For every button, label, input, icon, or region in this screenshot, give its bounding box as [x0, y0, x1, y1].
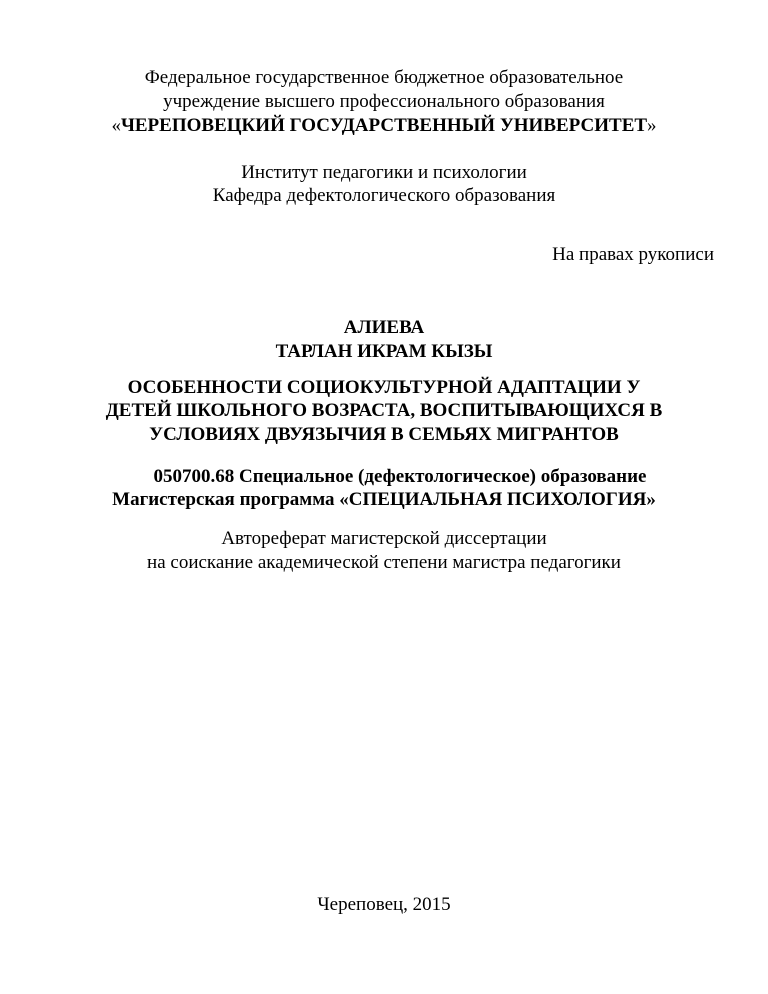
univ-quote-close: »: [647, 115, 657, 136]
thesis-title-line-2: ДЕТЕЙ ШКОЛЬНОГО ВОЗРАСТА, ВОСПИТЫВАЮЩИХСЯ В: [105, 400, 663, 421]
degree-line-1: Автореферат магистерской диссертации: [221, 528, 547, 549]
department-name: Кафедра дефектологического образования: [212, 185, 556, 206]
master-program: Магистерская программа «СПЕЦИАЛЬНАЯ ПСИХОЛОГИЯ»: [112, 489, 656, 510]
header-line-2: учреждение высшего профессионального образования: [163, 91, 605, 112]
thesis-title-line-3: УСЛОВИЯХ ДВУЯЗЫЧИЯ В СЕМЬЯХ МИГРАНТОВ: [149, 424, 619, 445]
university-name: ЧЕРЕПОВЕЦКИЙ ГОСУДАРСТВЕННЫЙ УНИВЕРСИТЕТ: [120, 115, 648, 136]
place-year: Череповец, 2015: [317, 894, 451, 915]
univ-quote-open: «: [111, 115, 121, 136]
degree-line-2: на соискание академической степени магистра педагогики: [147, 552, 621, 573]
specialty-code: 050700.68 Специальное (дефектологическое) образование: [153, 466, 647, 487]
header-line-1: Федеральное государственное бюджетное образовательное: [144, 67, 624, 88]
manuscript-note: На правах рукописи: [552, 244, 714, 265]
author-surname: АЛИЕВА: [343, 317, 425, 338]
thesis-title-line-1: ОСОБЕННОСТИ СОЦИОКУЛЬТУРНОЙ АДАПТАЦИИ У: [127, 377, 641, 398]
university-name-line: [0, 115, 768, 137]
institute-name: Институт педагогики и психологии: [241, 162, 527, 183]
author-given-names: ТАРЛАН ИКРАМ КЫЗЫ: [275, 341, 493, 362]
